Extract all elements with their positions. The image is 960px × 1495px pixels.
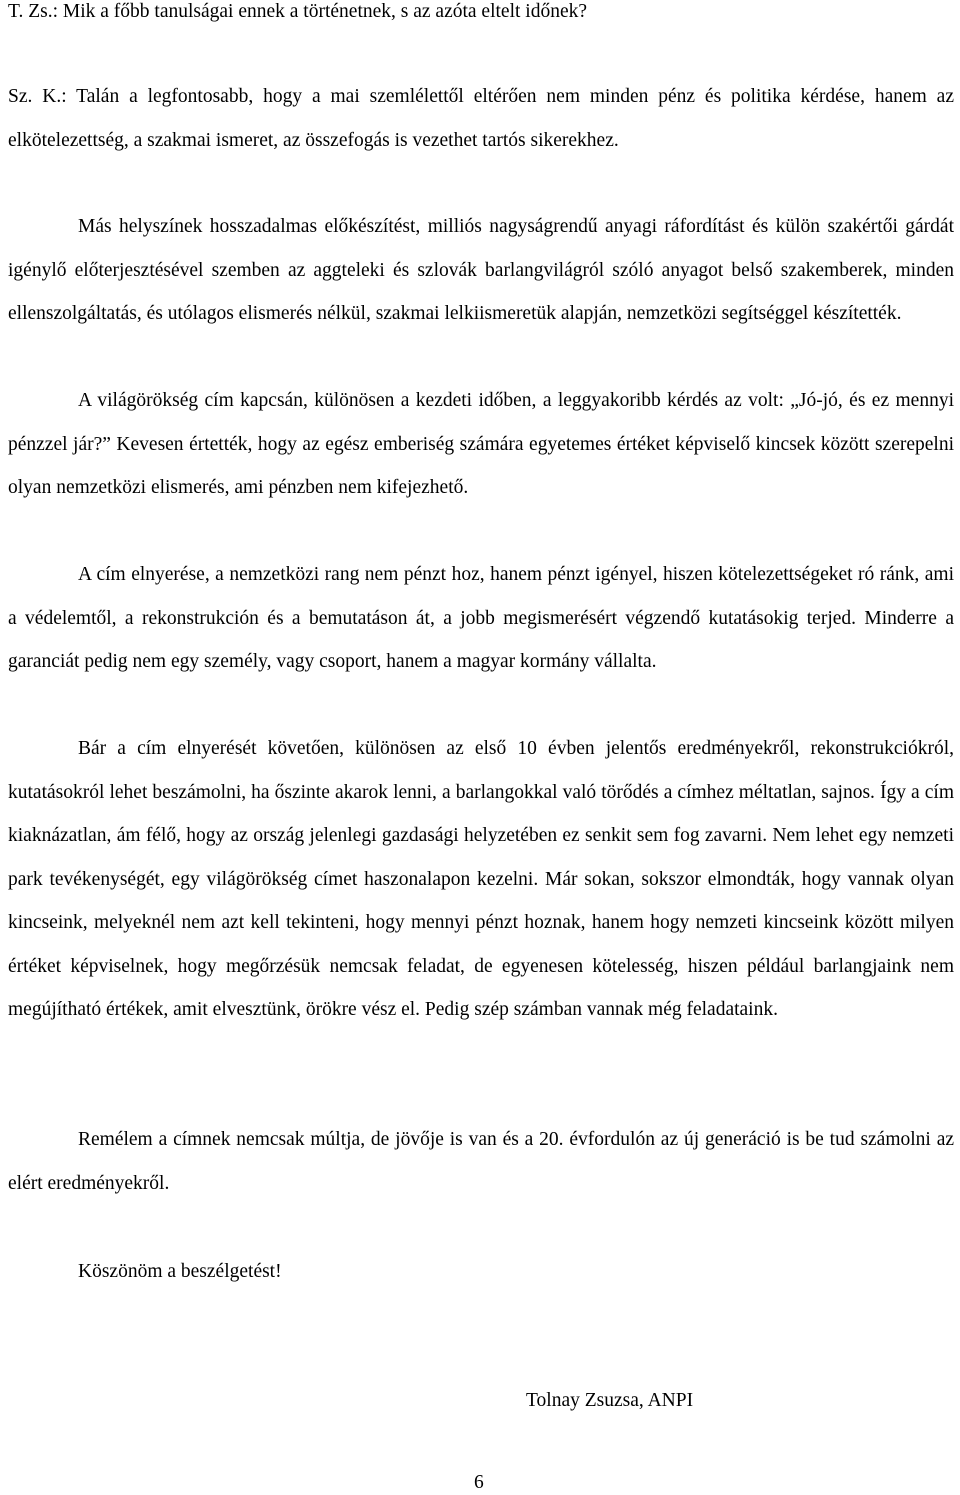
paragraph-3: A cím elnyerése, a nemzetközi rang nem pénzt hoz, hanem pénzt igényel, hiszen kötelezettségeket ró ránk, ami a védelemtől, a rekonstrukción és a bemutatáson át, a jobb megismerésért végzendő kutatásokig terjed. Minderre a garanciát pedig nem egy személy, vagy csoport, hanem a magyar kormány vállalta. — [8, 564, 954, 672]
author-signature: Tolnay Zsuzsa, ANPI — [526, 1390, 694, 1411]
interview-question: T. Zs.: Mik a főbb tanulságai ennek a történetnek, s az azóta eltelt időnek? — [8, 1, 588, 22]
paragraph-2: A világörökség cím kapcsán, különösen a kezdeti időben, a leggyakoribb kérdés az volt: „Jó-jó, és ez mennyi pénzzel jár?” Kevesen értették, hogy az egész emberiség számára egyetemes értéket képviselő kincsek között szerepelni olyan nemzetközi elismerés, ami pénzben nem kifejezhető. — [8, 390, 954, 498]
document-page — [8, 0, 954, 1492]
closing-thanks: Köszönöm a beszélgetést! — [78, 1261, 282, 1282]
paragraph-1: Más helyszínek hosszadalmas előkészítést, milliós nagyságrendű anyagi ráfordítást és külön szakértői gárdát igénylő előterjesztésével szemben az aggteleki és szlovák barlangvilágról szóló anyagot belső szakemberek, minden ellenszolgáltatás, és utólagos elismerés nélkül, szakmai lelkiismeretük alapján, nemzetközi segítséggel készítették. — [8, 216, 954, 324]
paragraph-4: Bár a cím elnyerését követően, különösen az első 10 évben jelentős eredményekről, rekonstrukciókról, kutatásokról lehet beszámolni, ha őszinte akarok lenni, a barlangokkal való törődés a címhez méltatlan, sajnos. Így a cím kiaknázatlan, ám félő, hogy az ország jelenlegi gazdasági helyzetében ez senkit sem fog zavarni. Nem lehet egy nemzeti park tevékenységét, egy világörökség címet haszonalapon kezelni. Már sokan, sokszor elmondták, hogy vannak olyan kincseink, melyeknél nem azt kell tekinteni, hogy mennyi pénzt hoznak, hanem hogy nemzeti kincseink között milyen értéket képviselnek, hogy megőrzésük nemcsak feladat, de egyenesen kötelesség, hiszen például barlangjaink nem megújítható értékek, amit elvesztünk, örökre vész el. Pedig szép számban vannak még feladataink. — [8, 738, 954, 1020]
paragraph-5: Remélem a címnek nemcsak múltja, de jövője is van és a 20. évfordulón az új generáció is be tud számolni az elért eredményekről. — [8, 1129, 954, 1194]
interview-answer-intro: Sz. K.: Talán a legfontosabb, hogy a mai szemlélettől eltérően nem minden pénz és politika kérdése, hanem az elkötelezettség, a szakmai ismeret, az összefogás is vezethet tartós sikerekhez. — [8, 86, 954, 151]
page-number: 6 — [474, 1472, 484, 1493]
